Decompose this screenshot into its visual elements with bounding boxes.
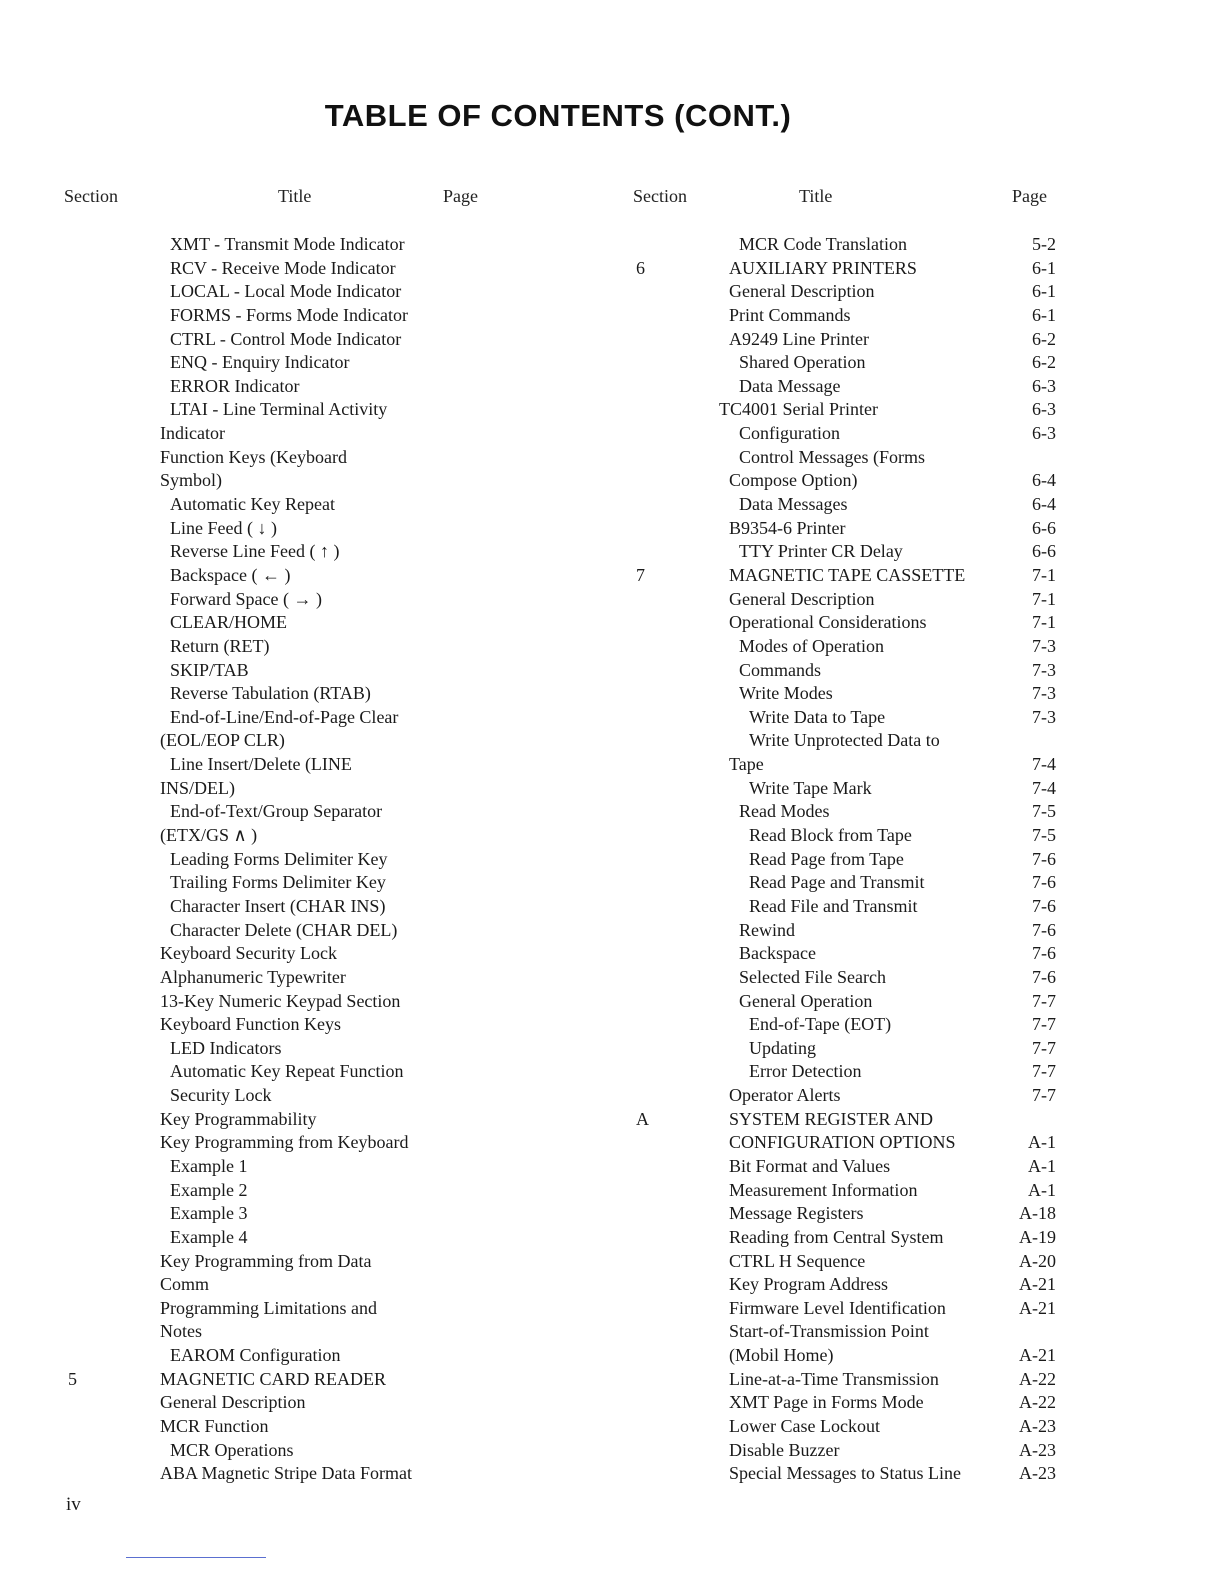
page-title: TABLE OF CONTENTS (CONT.) (324, 98, 792, 133)
toc-page-number: A-18 (1019, 1203, 1056, 1224)
toc-entry-title: Disable Buzzer (729, 1439, 840, 1460)
toc-entry-title: Tape (729, 754, 764, 775)
toc-entry-title: Line Insert/Delete (LINE (170, 754, 352, 775)
toc-page-number: 6-1 (1032, 304, 1056, 325)
toc-entry-title: LOCAL - Local Mode Indicator (170, 281, 402, 302)
toc-entry (0, 659, 1224, 683)
toc-entry-title: Rewind (739, 919, 795, 940)
toc-entry-title: Lower Case Lockout (729, 1416, 880, 1437)
toc-entry (0, 729, 1224, 753)
toc-entry (0, 517, 1224, 541)
toc-entry (0, 753, 1224, 777)
toc-entry (0, 1060, 1224, 1084)
toc-entry-title: Read File and Transmit (749, 895, 918, 916)
toc-page-number: 6-3 (1032, 399, 1056, 420)
toc-entry (0, 1391, 1224, 1415)
toc-page-number: 6-3 (1032, 375, 1056, 396)
toc-entry (0, 966, 1224, 990)
toc-entry (0, 1415, 1224, 1439)
toc-entry (0, 446, 1224, 470)
toc-page-number: A-20 (1019, 1250, 1056, 1271)
toc-page-number: 7-6 (1032, 966, 1056, 987)
toc-entry (0, 375, 1224, 399)
toc-entry-title: FORMS - Forms Mode Indicator (170, 304, 408, 325)
toc-entry-title: LTAI - Line Terminal Activity (170, 399, 388, 420)
toc-entry (0, 871, 1224, 895)
toc-entry-title: Comm (160, 1274, 210, 1295)
toc-entry-title: Firmware Level Identification (729, 1297, 946, 1318)
toc-entry (0, 280, 1224, 304)
toc-entry-title: Line-at-a-Time Transmission (729, 1368, 939, 1389)
toc-page-number: 7-7 (1032, 1014, 1056, 1035)
toc-entry (0, 1439, 1224, 1463)
toc-entry-title: TTY Printer CR Delay (739, 541, 903, 562)
toc-entry (0, 588, 1224, 612)
toc-entry-title: Compose Option) (729, 470, 858, 491)
toc-entry-title: Example 1 (170, 1155, 248, 1176)
toc-page-number: 7-1 (1032, 564, 1056, 585)
toc-page-number: A-21 (1019, 1274, 1056, 1295)
toc-page-number: 6-4 (1032, 494, 1056, 515)
toc-entry-title: Line Feed ( ↓ ) (170, 517, 277, 538)
toc-page-number: 5-2 (1032, 234, 1056, 254)
toc-entry (0, 398, 1224, 422)
toc-entry (0, 1202, 1224, 1226)
toc-entry-title: CTRL H Sequence (729, 1250, 866, 1271)
toc-entry-title: Automatic Key Repeat (170, 494, 335, 515)
toc-entry-title: INS/DEL) (160, 777, 235, 798)
toc-entry-title: Indicator (160, 423, 225, 444)
toc-page-number: A-21 (1019, 1345, 1056, 1366)
page-folio: iv (66, 1494, 81, 1515)
toc-entry-title: Read Page and Transmit (749, 872, 925, 893)
toc-entry-title: Reverse Tabulation (RTAB) (170, 683, 371, 704)
toc-page-number: A-21 (1019, 1297, 1056, 1318)
toc-entry-title: Special Messages to Status Line (729, 1463, 961, 1484)
toc-entry (0, 1297, 1224, 1321)
toc-entry-title: Leading Forms Delimiter Key (170, 848, 388, 869)
toc-entry-title: Read Modes (739, 801, 830, 822)
toc-page-number: A-1 (1028, 1132, 1056, 1153)
toc-page-number: A-23 (1019, 1416, 1056, 1437)
toc-entry-title: Modes of Operation (739, 635, 884, 656)
toc-entry (0, 257, 1224, 281)
right-title-header: Title (799, 186, 833, 206)
toc-page-number: 7-7 (1032, 1085, 1056, 1106)
toc-entry-title: General Description (729, 588, 875, 609)
toc-entry-title: Read Block from Tape (749, 825, 912, 846)
toc-entry (0, 682, 1224, 706)
toc-entry (0, 233, 1224, 257)
toc-page-number: 7-6 (1032, 848, 1056, 869)
toc-page-number: 7-6 (1032, 895, 1056, 916)
toc-entry-title: AUXILIARY PRINTERS (729, 257, 917, 278)
toc-entry-title: Operator Alerts (729, 1085, 841, 1106)
toc-page-number: 6-2 (1032, 328, 1056, 349)
toc-entry (0, 800, 1224, 824)
toc-entry (0, 1155, 1224, 1179)
toc-entry-title: Start-of-Transmission Point (729, 1321, 929, 1342)
toc-page-number: A-1 (1028, 1179, 1056, 1200)
toc-entry-title: Updating (749, 1037, 816, 1058)
toc-entry-title: Key Programming from Data (160, 1250, 372, 1271)
toc-entry-title: Selected File Search (739, 966, 886, 987)
toc-entry-title: RCV - Receive Mode Indicator (170, 257, 396, 278)
toc-entry-title: (ETX/GS ∧ ) (160, 825, 258, 846)
toc-entry-title: CTRL - Control Mode Indicator (170, 328, 402, 349)
toc-entry-title: Key Programmability (160, 1108, 317, 1129)
toc-entry-title: Write Unprotected Data to (749, 730, 940, 751)
toc-entry-title: Read Page from Tape (749, 848, 904, 869)
toc-entry (0, 1462, 1224, 1486)
right-toc-list (0, 233, 1224, 1486)
toc-entry-title: Write Data to Tape (749, 706, 886, 727)
toc-entry-title: Character Delete (CHAR DEL) (170, 919, 398, 940)
toc-entry (0, 777, 1224, 801)
toc-entry-title: Bit Format and Values (729, 1155, 891, 1176)
footer-rule (126, 1557, 266, 1558)
toc-page-number: 6-6 (1032, 517, 1056, 538)
toc-entry (0, 351, 1224, 375)
toc-page-number: 7-6 (1032, 919, 1056, 940)
toc-entry-title: Security Lock (170, 1085, 272, 1106)
toc-entry (0, 1037, 1224, 1061)
toc-entry (0, 895, 1224, 919)
toc-entry (0, 1108, 1224, 1132)
toc-entry (0, 1368, 1224, 1392)
toc-entry-title: Key Program Address (729, 1274, 888, 1295)
toc-entry-title: Character Insert (CHAR INS) (170, 895, 386, 916)
toc-page-number: 6-3 (1032, 423, 1056, 444)
toc-section-number: 7 (636, 564, 645, 585)
toc-entry (0, 493, 1224, 517)
toc-entry-title: Reading from Central System (729, 1226, 944, 1247)
toc-entry-title: End-of-Tape (EOT) (749, 1014, 892, 1035)
toc-entry-title: B9354-6 Printer (729, 517, 846, 538)
toc-entry-title: Example 3 (170, 1203, 248, 1224)
toc-entry (0, 1084, 1224, 1108)
toc-entry (0, 635, 1224, 659)
toc-entry-title: A9249 Line Printer (729, 328, 869, 349)
toc-entry (0, 328, 1224, 352)
toc-entry-title: Trailing Forms Delimiter Key (170, 872, 386, 893)
toc-page-number: 7-6 (1032, 943, 1056, 964)
toc-entry-title: Measurement Information (729, 1179, 918, 1200)
toc-entry-title: General Description (160, 1392, 306, 1413)
toc-entry-title: 13-Key Numeric Keypad Section (160, 990, 401, 1011)
toc-entry (0, 1179, 1224, 1203)
toc-entry-title: CLEAR/HOME (170, 612, 287, 633)
toc-entry (0, 1131, 1224, 1155)
toc-entry-title: MAGNETIC CARD READER (160, 1368, 387, 1389)
toc-entry (0, 564, 1224, 588)
toc-entry-title: Programming Limitations and (160, 1297, 377, 1318)
right-section-header: Section (633, 186, 687, 206)
toc-entry (0, 942, 1224, 966)
toc-page-number: 6-4 (1032, 470, 1056, 491)
toc-page-number: 6-1 (1032, 257, 1056, 278)
toc-entry-title: Write Modes (739, 683, 833, 704)
toc-page-number: 7-3 (1032, 683, 1056, 704)
toc-entry (0, 1320, 1224, 1344)
toc-entry-title: Keyboard Function Keys (160, 1014, 341, 1035)
toc-entry-title: MAGNETIC TAPE CASSETTE (729, 564, 966, 585)
toc-entry (0, 304, 1224, 328)
toc-entry-title: SYSTEM REGISTER AND (729, 1108, 934, 1129)
toc-page-number: 7-4 (1032, 777, 1056, 798)
toc-entry-title: MCR Operations (170, 1439, 294, 1460)
toc-page-number: 7-1 (1032, 588, 1056, 609)
toc-entry-title: Example 2 (170, 1179, 248, 1200)
toc-entry-title: ABA Magnetic Stripe Data Format (160, 1463, 412, 1484)
toc-page-number: 7-5 (1032, 825, 1056, 846)
toc-entry-title: EAROM Configuration (170, 1345, 341, 1366)
toc-entry (0, 1344, 1224, 1368)
toc-entry-title: Write Tape Mark (749, 777, 872, 798)
toc-page-number: 7-5 (1032, 801, 1056, 822)
toc-entry (0, 540, 1224, 564)
toc-entry-title: Operational Considerations (729, 612, 927, 633)
toc-entry-title: Symbol) (160, 470, 223, 491)
toc-entry-title: CONFIGURATION OPTIONS (729, 1132, 956, 1153)
toc-entry (0, 469, 1224, 493)
toc-entry-title: Alphanumeric Typewriter (160, 966, 346, 987)
toc-entry (0, 422, 1224, 446)
toc-page-number: 7-6 (1032, 872, 1056, 893)
toc-entry (0, 611, 1224, 635)
left-title-header: Title (278, 186, 312, 206)
toc-page-number: A-19 (1019, 1226, 1056, 1247)
toc-entry-title: Notes (160, 1321, 202, 1342)
toc-entry-title: (Mobil Home) (729, 1345, 834, 1366)
toc-entry-title: Function Keys (Keyboard (160, 446, 347, 467)
toc-entry-title: TC4001 Serial Printer (719, 399, 878, 420)
toc-page-number: A-22 (1019, 1368, 1056, 1389)
toc-page-number: 7-7 (1032, 1037, 1056, 1058)
toc-entry-title: Message Registers (729, 1203, 864, 1224)
toc-entry (0, 1226, 1224, 1250)
toc-entry-title: Print Commands (729, 304, 851, 325)
toc-entry (0, 706, 1224, 730)
toc-entry (0, 1273, 1224, 1297)
toc-page-number: 7-3 (1032, 706, 1056, 727)
toc-entry-title: Shared Operation (739, 352, 866, 373)
toc-page-number: 7-7 (1032, 990, 1056, 1011)
toc-entry-title: ENQ - Enquiry Indicator (170, 352, 350, 373)
toc-entry (0, 1250, 1224, 1274)
toc-entry-title: Example 4 (170, 1226, 248, 1247)
toc-page-number: 7-1 (1032, 612, 1056, 633)
toc-entry-title: Backspace ( ← ) (170, 564, 291, 585)
toc-entry-title: XMT - Transmit Mode Indicator (170, 234, 405, 254)
toc-page-number: 7-7 (1032, 1061, 1056, 1082)
toc-page-number: A-1 (1028, 1155, 1056, 1176)
toc-section-number: 5 (68, 1368, 77, 1389)
toc-entry-title: LED Indicators (170, 1037, 282, 1058)
toc-entry-title: End-of-Text/Group Separator (170, 801, 383, 822)
toc-entry-title: SKIP/TAB (170, 659, 249, 680)
toc-section-number: 6 (636, 257, 645, 278)
toc-entry (0, 848, 1224, 872)
toc-page-number: 7-4 (1032, 754, 1056, 775)
toc-entry (0, 824, 1224, 848)
toc-entry-title: (EOL/EOP CLR) (160, 730, 285, 751)
toc-entry-title: Data Message (739, 375, 841, 396)
toc-entry-title: MCR Code Translation (739, 234, 908, 254)
toc-page-number: 6-2 (1032, 352, 1056, 373)
toc-entry-title: Commands (739, 659, 822, 680)
toc-entry-title: ERROR Indicator (170, 375, 300, 396)
toc-page-number: 7-3 (1032, 635, 1056, 656)
toc-page-number: A-23 (1019, 1439, 1056, 1460)
toc-entry-title: Error Detection (749, 1061, 862, 1082)
toc-entry (0, 990, 1224, 1014)
toc-section-number: A (636, 1108, 649, 1129)
toc-entry-title: Control Messages (Forms (739, 446, 925, 467)
toc-entry-title: End-of-Line/End-of-Page Clear (170, 706, 399, 727)
toc-entry-title: Data Messages (739, 494, 848, 515)
toc-entry-title: Key Programming from Keyboard (160, 1132, 409, 1153)
toc-entry-title: Forward Space ( → ) (170, 588, 322, 609)
toc-entry-title: XMT Page in Forms Mode (729, 1392, 924, 1413)
toc-entry-title: MCR Function (160, 1416, 269, 1437)
left-page-header: Page (443, 186, 478, 206)
toc-entry-title: General Description (729, 281, 875, 302)
toc-entry-title: Automatic Key Repeat Function (170, 1061, 404, 1082)
toc-entry-title: General Operation (739, 990, 873, 1011)
toc-page-number: A-22 (1019, 1392, 1056, 1413)
toc-page-number: A-23 (1019, 1463, 1056, 1484)
toc-page-number: 6-1 (1032, 281, 1056, 302)
right-page-header: Page (1012, 186, 1047, 206)
toc-entry-title: Reverse Line Feed ( ↑ ) (170, 541, 340, 562)
toc-entry-title: Keyboard Security Lock (160, 943, 337, 964)
toc-entry-title: Return (RET) (170, 635, 270, 656)
toc-page-number: 6-6 (1032, 541, 1056, 562)
toc-entry-title: Backspace (739, 943, 816, 964)
left-section-header: Section (64, 186, 118, 206)
toc-entry (0, 919, 1224, 943)
toc-page-number: 7-3 (1032, 659, 1056, 680)
toc-entry-title: Configuration (739, 423, 840, 444)
toc-entry (0, 1013, 1224, 1037)
